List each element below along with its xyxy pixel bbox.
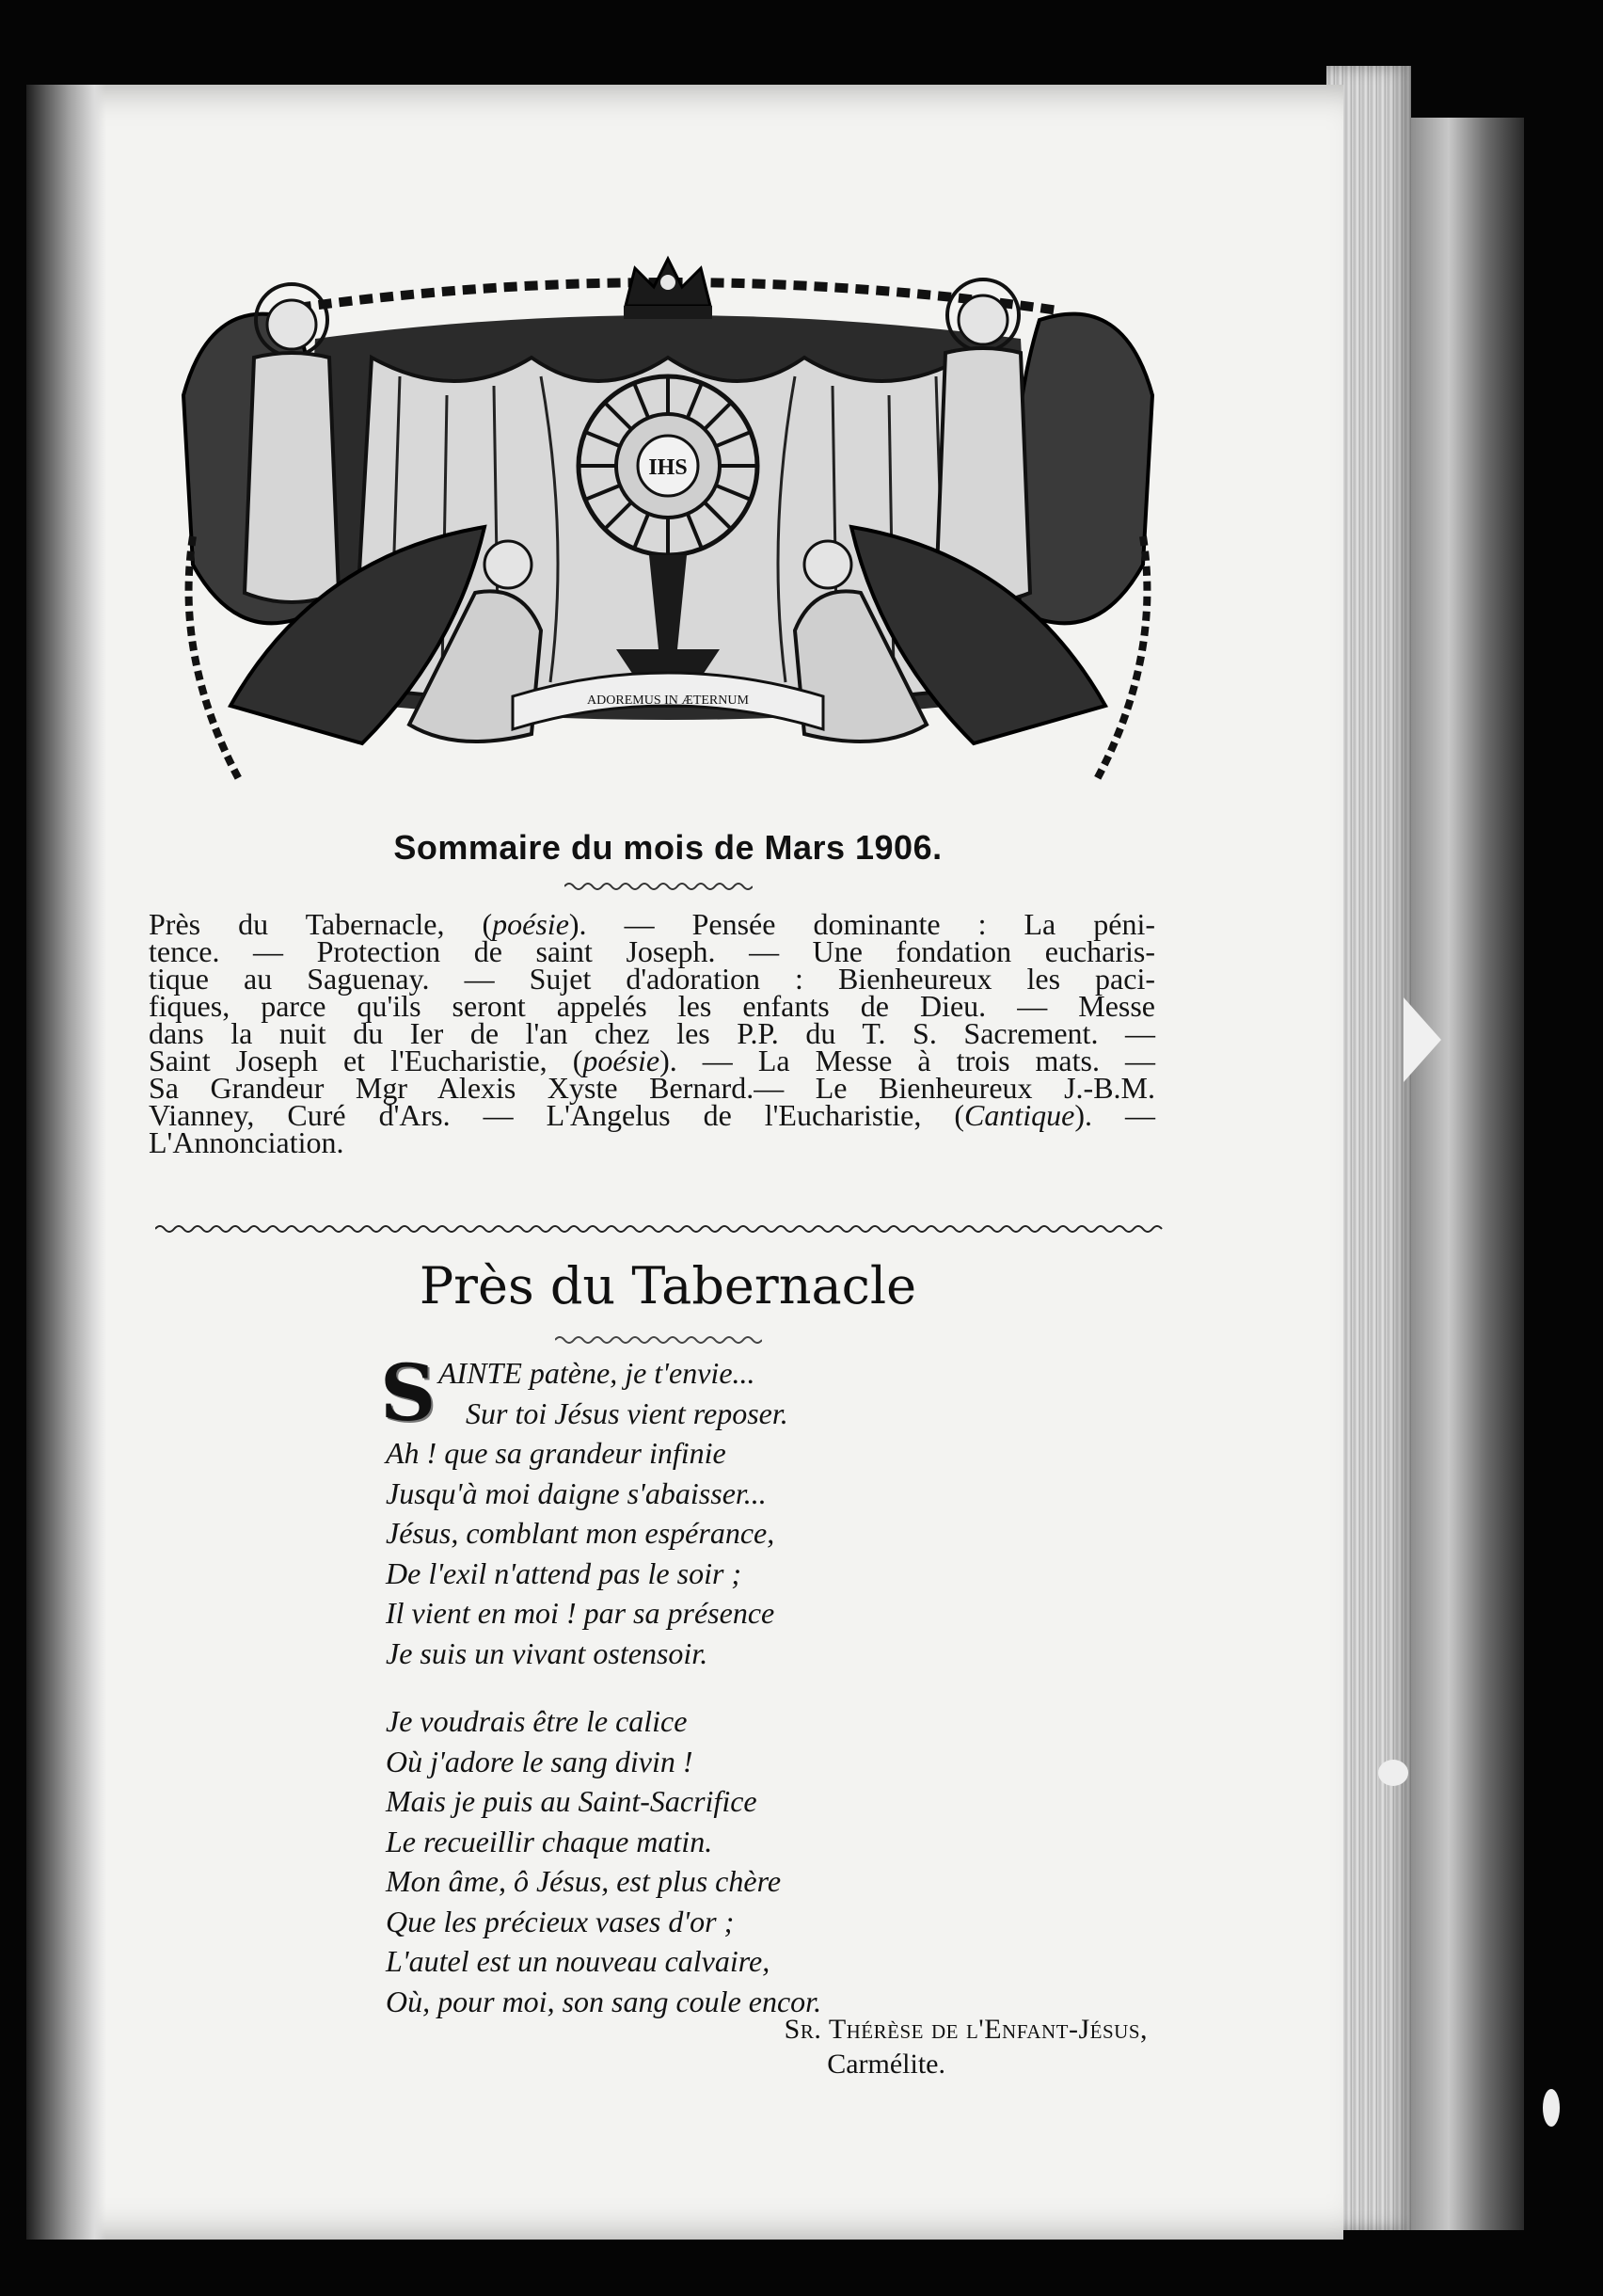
summary-italic: Cantique xyxy=(964,1098,1075,1132)
summary-fragment: tique au Saguenay. — Sujet d'adoration : Bienheureux les paci- xyxy=(149,962,1155,996)
poem-line: Où, pour moi, son sang coule encor. xyxy=(386,1984,822,2018)
poem-line: Je voudrais être le calice xyxy=(386,1704,688,1738)
poem-line: De l'exil n'attend pas le soir ; xyxy=(386,1555,742,1590)
poem-line: Sur toi Jésus vient reposer. xyxy=(466,1395,788,1430)
eucharistic-engraving xyxy=(174,254,1162,805)
summary-line xyxy=(149,1125,1155,1159)
summary-text xyxy=(149,907,1156,1159)
ornament-squiggle xyxy=(555,1334,762,1346)
poem-line: Mais je puis au Saint-Sacrifice xyxy=(386,1784,757,1818)
poem-line: Le recueillir chaque matin. xyxy=(386,1824,713,1858)
page-fold xyxy=(1404,997,1441,1082)
poem-line: Il vient en moi ! par sa présence xyxy=(386,1596,775,1630)
crown-icon xyxy=(624,259,712,319)
summary-fragment: Près du Tabernacle, ( xyxy=(149,907,493,941)
summary-fragment: Sa Grandeur Mgr Alexis Xyste Bernard.— Le Bienheureux J.-B.M. xyxy=(149,1071,1155,1105)
svg-text:ADOREMUS IN ÆTERNUM: ADOREMUS IN ÆTERNUM xyxy=(587,694,749,708)
summary-fragment: ). — La Messe à trois mats. — xyxy=(659,1044,1156,1077)
poem-line: Où j'adore le sang divin ! xyxy=(386,1744,693,1778)
poem-line: Jésus, comblant mon espérance, xyxy=(386,1516,775,1550)
poem-body xyxy=(380,1348,1063,2021)
poem-line: Ah ! que sa grandeur infinie xyxy=(386,1436,726,1470)
author-name: Sr. Thérèse de l'Enfant-Jésus, xyxy=(784,2014,1148,2045)
summary-italic: poésie xyxy=(492,907,569,941)
poem-line: Que les précieux vases d'or ; xyxy=(386,1904,735,1938)
summary-fragment: tence. — Protection de saint Joseph. — Une fondation eucharis- xyxy=(149,934,1155,968)
signature xyxy=(564,2012,1148,2081)
summary-title: Sommaire du mois de Mars 1906. xyxy=(393,828,943,867)
angel-left-icon xyxy=(183,284,339,623)
poem-dropcap: S xyxy=(380,1348,436,1439)
poem-line: Mon âme, ô Jésus, est plus chère xyxy=(386,1864,782,1898)
paper-speck xyxy=(1378,1760,1408,1786)
poem-line: AINTE patène, je t'envie... xyxy=(438,1356,755,1390)
summary-italic: poésie xyxy=(582,1044,660,1077)
paper-speck xyxy=(1543,2089,1560,2127)
summary-fragment: Saint Joseph et l'Eucharistie, ( xyxy=(149,1044,583,1077)
svg-text:IHS: IHS xyxy=(648,455,688,480)
poem-line: Je suis un vivant ostensoir. xyxy=(386,1635,708,1670)
stanza-gap xyxy=(386,1673,1063,1701)
summary-fragment: Vianney, Curé d'Ars. — L'Angelus de l'Eucharistie, ( xyxy=(149,1098,965,1132)
summary-fragment: ). — xyxy=(1074,1098,1155,1132)
poem-title: Près du Tabernacle xyxy=(419,1256,917,1315)
poem-line: Jusqu'à moi daigne s'abaisser... xyxy=(386,1475,767,1510)
summary-fragment: ). — Pensée dominante : La péni- xyxy=(568,907,1156,941)
page-gutter-shadow xyxy=(26,85,106,2240)
summary-fragment: dans la nuit du Ier de l'an chez les P.P. du T. S. Sacrement. — xyxy=(149,1016,1155,1050)
author-role: Carmélite. xyxy=(827,2049,945,2080)
summary-fragment: L'Annonciation. xyxy=(149,1125,344,1159)
ornament-squiggle xyxy=(564,881,753,892)
poem-line: L'autel est un nouveau calvaire, xyxy=(386,1944,770,1978)
summary-fragment: fiques, parce qu'ils seront appelés les enfants de Dieu. — Messe xyxy=(149,989,1155,1023)
ornament-divider xyxy=(155,1223,1167,1235)
